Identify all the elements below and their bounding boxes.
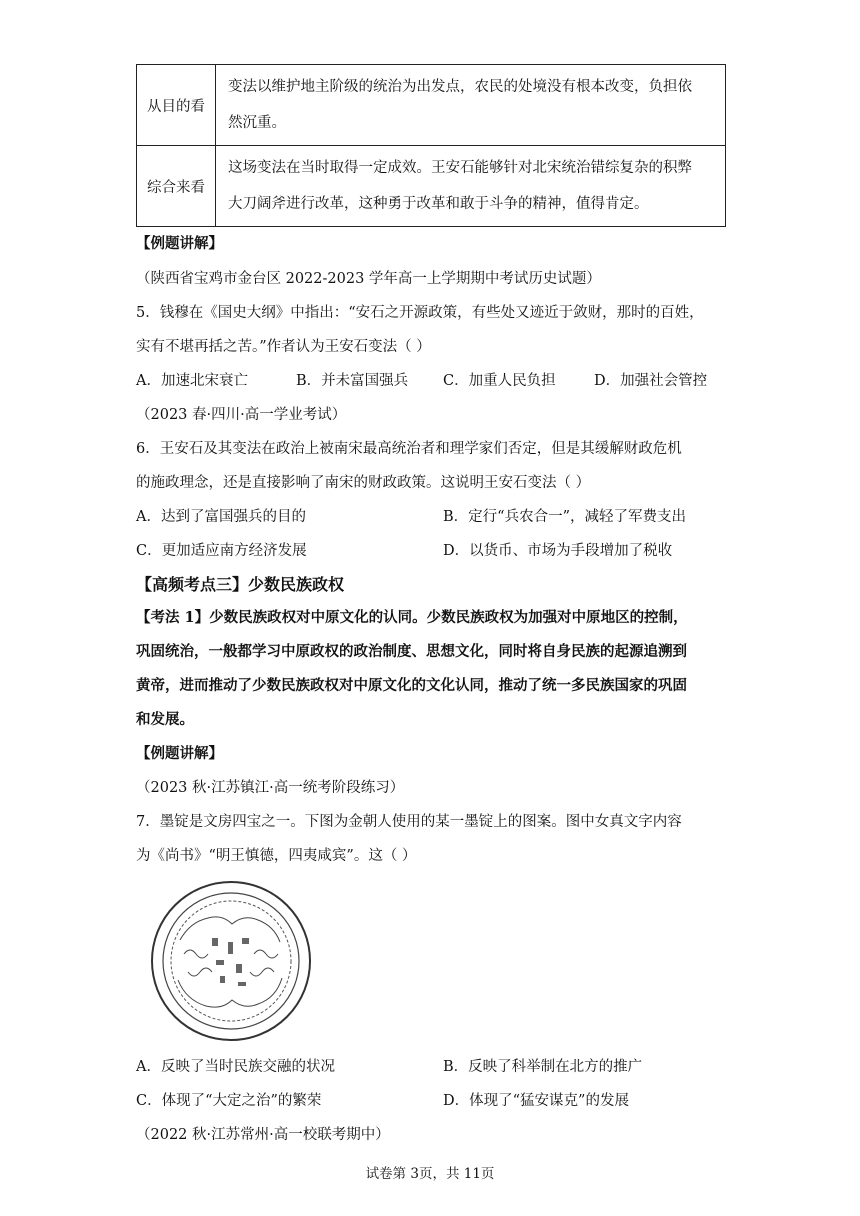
example-heading: 【例题讲解】 bbox=[136, 235, 223, 252]
topic-text-line: 和发展。 bbox=[136, 711, 194, 728]
topic-text-line: 巩固统治，一般都学习中原政权的政治制度、思想文化，同时将自身民族的起源追溯到 bbox=[136, 643, 687, 660]
q5-option-c[interactable]: C．加重人民负担 bbox=[443, 373, 556, 389]
table-row bbox=[137, 65, 726, 146]
q7-stem-line1: 7．墨锭是文房四宝之一。下图为金朝人使用的某一墨锭上的图案。图中女真文字内容 bbox=[136, 814, 682, 830]
comparison-table bbox=[136, 64, 726, 227]
q5-stem-line2: 实有不堪再括之苦。”作者认为王安石变法（ ） bbox=[136, 339, 431, 355]
q7-option-c[interactable]: C．体现了“大定之治”的繁荣 bbox=[136, 1093, 322, 1109]
q5-option-b[interactable]: B．并未富国强兵 bbox=[296, 373, 409, 389]
page-footer: 试卷第 3页，共 11页 bbox=[365, 1166, 495, 1182]
q6-stem-line1: 6．王安石及其变法在政治上被南宋最高统治者和理学家们否定，但是其缓解财政危机 bbox=[136, 441, 682, 457]
topic-text-line: 黄帝，进而推动了少数民族政权对中原文化的文化认同，推动了统一多民族国家的巩固 bbox=[136, 677, 687, 694]
q5-stem-line1: 5．钱穆在《国史大纲》中指出：“安石之开源政策，有些处又迹近于敛财，那时的百姓， bbox=[136, 305, 704, 321]
table-row bbox=[137, 146, 726, 227]
question-source: （2022 秋·江苏常州·高一校联考期中） bbox=[136, 1127, 390, 1143]
question-source: （2023 春·四川·高一学业考试） bbox=[136, 407, 347, 423]
q6-option-d[interactable]: D．以货币、市场为手段增加了税收 bbox=[443, 543, 673, 559]
question-source: （陕西省宝鸡市金台区 2022-2023 学年高一上学期期中考试历史试题） bbox=[136, 271, 601, 287]
q6-stem-line2: 的施政理念，还是直接影响了南宋的财政政策。这说明王安石变法（ ） bbox=[136, 475, 591, 491]
q6-option-c[interactable]: C．更加适应南方经济发展 bbox=[136, 543, 307, 559]
row-body bbox=[216, 146, 726, 227]
q5-option-d[interactable]: D．加强社会管控 bbox=[594, 373, 708, 389]
question-source: （2023 秋·江苏镇江·高一统考阶段练习） bbox=[136, 780, 405, 796]
q7-option-a[interactable]: A．反映了当时民族交融的状况 bbox=[136, 1059, 335, 1075]
row-head: 从目的看 bbox=[137, 65, 216, 146]
q7-stem-line2: 为《尚书》“明王慎德，四夷咸宾”。这（ ） bbox=[136, 848, 417, 864]
row-head: 综合来看 bbox=[137, 146, 216, 227]
body-line: 大刀阔斧进行改革，这种勇于改革和敢于斗争的精神，值得肯定。 bbox=[228, 196, 649, 212]
q7-option-b[interactable]: B．反映了科举制在北方的推广 bbox=[443, 1059, 643, 1075]
ink-stick-pattern-image bbox=[150, 880, 312, 1042]
topic-text-line: 【考法 1】少数民族政权对中原文化的认同。少数民族政权为加强对中原地区的控制， bbox=[136, 609, 688, 626]
topic-heading: 【高频考点三】少数民族政权 bbox=[136, 575, 345, 594]
row-body bbox=[216, 65, 726, 146]
example-heading: 【例题讲解】 bbox=[136, 745, 223, 762]
q7-option-d[interactable]: D．体现了“猛安谋克”的发展 bbox=[443, 1093, 629, 1109]
q6-option-a[interactable]: A．达到了富国强兵的目的 bbox=[136, 509, 306, 525]
body-line: 这场变法在当时取得一定成效。王安石能够针对北宋统治错综复杂的积弊 bbox=[228, 160, 692, 176]
body-line: 变法以维护地主阶级的统治为出发点，农民的处境没有根本改变，负担依 bbox=[228, 79, 692, 95]
q5-option-a[interactable]: A．加速北宋衰亡 bbox=[136, 373, 248, 389]
q6-option-b[interactable]: B．定行“兵农合一”，减轻了军费支出 bbox=[443, 509, 686, 525]
body-line: 然沉重。 bbox=[228, 115, 286, 131]
